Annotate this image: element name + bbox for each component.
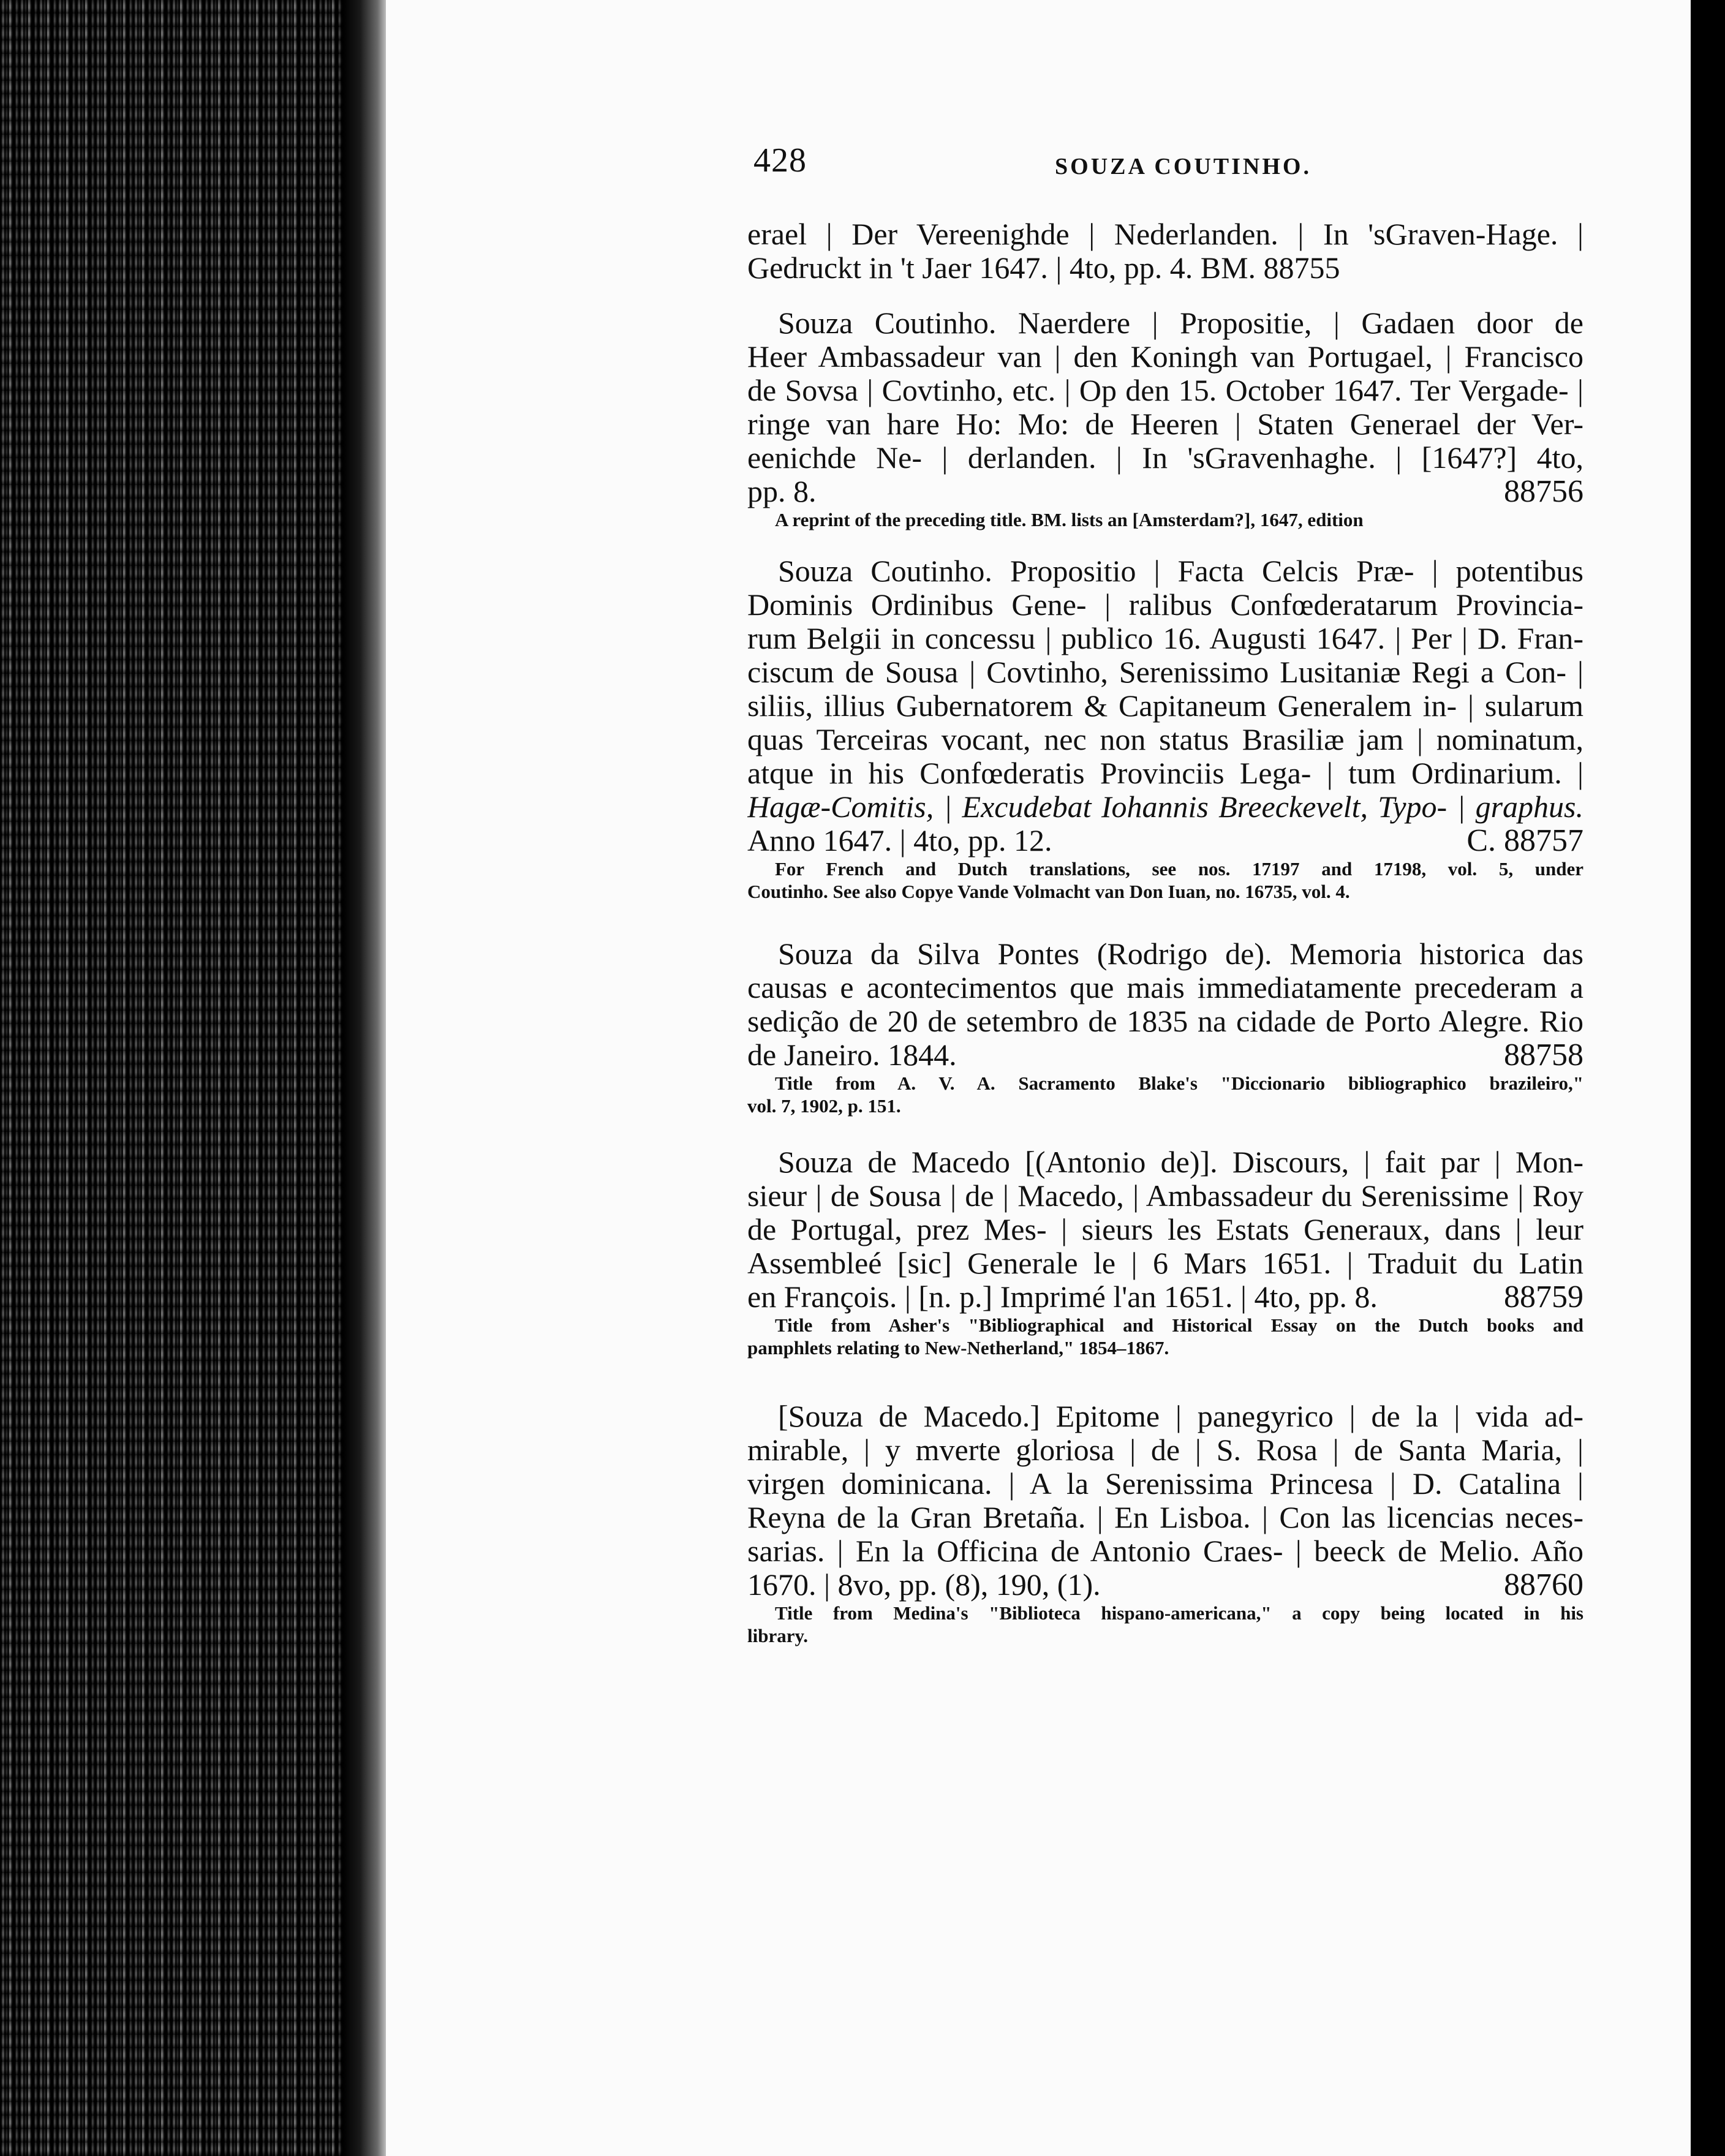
entry-88757 — [747, 554, 1583, 903]
entry-line: ciscum de Sousa | Covtinho, Serenissimo Lusitaniæ Regi a Con- | — [747, 655, 1583, 689]
entry-note: library. — [747, 1625, 809, 1646]
entry-note: Title from A. V. A. Sacramento Blake's "Diccionario bibliographico brazileiro," — [775, 1072, 1583, 1094]
scan-border — [1691, 0, 1725, 2156]
entry-number: C. 88757 — [1466, 824, 1583, 858]
entry-line: mirable, | y mverte gloriosa | de | S. Rosa | de Santa Maria, | — [747, 1433, 1583, 1467]
book-gutter — [343, 0, 386, 2156]
entry-note: Title from Asher's "Bibliographical and Historical Essay on the Dutch books and — [775, 1314, 1583, 1336]
entry-line: de Portugal, prez Mes- | sieurs les Estats Generaux, dans | leur — [747, 1213, 1583, 1246]
entry-note: Coutinho. See also Copye Vande Volmacht van Don Iuan, no. 16735, vol. 4. — [747, 881, 1350, 902]
entry-line: Heer Ambassadeur van | den Koningh van Portugael, | Francisco — [747, 340, 1583, 374]
entry-line: erael | Der Vereenighde | Nederlanden. | In 'sGraven-Hage. | — [747, 217, 1583, 251]
entry-note: vol. 7, 1902, p. 151. — [747, 1095, 901, 1117]
entry-line: eenichde Ne- | derlanden. | In 'sGravenhaghe. | [1647?] 4to, — [747, 441, 1583, 475]
entry-line: atque in his Confœderatis Provinciis Lega- | tum Ordinarium. | — [747, 756, 1583, 790]
entry-line: Assembleé [sic] Generale le | 6 Mars 1651. | Traduit du Latin — [747, 1246, 1583, 1280]
entry-note: A reprint of the preceding title. BM. lists an [Amsterdam?], 1647, edition — [775, 509, 1364, 530]
entry-line: Souza Coutinho. Propositio | Facta Celcis Præ- | potentibus — [778, 554, 1583, 588]
entry-line: de Sovsa | Covtinho, etc. | Op den 15. October 1647. Ter Vergade- | — [747, 374, 1583, 407]
entry-text: 1670. | 8vo, pp. (8), 190, (1). — [747, 1568, 1101, 1602]
entry-line — [747, 1568, 1583, 1602]
entry-88758 — [747, 937, 1583, 1117]
entry-line: Reyna de la Gran Bretaña. | En Lisboa. | Con las licencias neces- — [747, 1501, 1583, 1534]
page-number: 428 — [753, 141, 807, 179]
entry-line — [747, 824, 1583, 858]
entry-number: 88760 — [1504, 1568, 1583, 1602]
entry-line: Hagæ-Comitis, | Excudebat Iohannis Breeckevelt, Typo- | graphus. — [747, 790, 1583, 824]
running-head: SOUZA COUTINHO. — [1055, 154, 1312, 179]
entry-line: causas e acontecimentos que mais immediatamente precederam a — [747, 971, 1583, 1005]
entry-line: ringe van hare Ho: Mo: de Heeren | Staten Generael der Ver- — [747, 407, 1583, 441]
entry-note: pamphlets relating to New-Netherland," 1854–1867. — [747, 1337, 1169, 1359]
entry-number: 88756 — [1504, 475, 1583, 508]
entry-line: Gedruckt in 't Jaer 1647. | 4to, pp. 4. BM. 88755 — [747, 251, 1340, 285]
entry-line: sedição de 20 de setembro de 1835 na cidade de Porto Alegre. Rio — [747, 1005, 1583, 1038]
entry-line — [747, 1038, 1583, 1072]
entry-line: quas Terceiras vocant, nec non status Brasiliæ jam | nominatum, — [747, 723, 1583, 756]
entry-note: For French and Dutch translations, see nos. 17197 and 17198, vol. 5, under — [775, 858, 1583, 880]
entry-line: Souza Coutinho. Naerdere | Propositie, | Gadaen door de — [778, 306, 1583, 340]
entry-line — [747, 1280, 1583, 1314]
entry-continued — [747, 217, 1583, 285]
entry-line: Souza de Macedo [(Antonio de)]. Discours, | fait par | Mon- — [778, 1145, 1583, 1179]
entry-line: Dominis Ordinibus Gene- | ralibus Confœderatarum Provincia- — [747, 588, 1583, 622]
entry-line: Souza da Silva Pontes (Rodrigo de). Memoria historica das — [778, 937, 1583, 971]
entry-line — [747, 475, 1583, 508]
book-page-edges — [0, 0, 343, 2156]
entry-88760 — [747, 1400, 1583, 1647]
entry-line: sarias. | En la Officina de Antonio Craes- | beeck de Melio. Año — [747, 1534, 1583, 1568]
entry-line: rum Belgii in concessu | publico 16. Augusti 1647. | Per | D. Fran- — [747, 622, 1583, 655]
entry-line: [Souza de Macedo.] Epitome | panegyrico | de la | vida ad- — [778, 1400, 1583, 1433]
entry-text: Anno 1647. | 4to, pp. 12. — [747, 824, 1052, 858]
entry-line: virgen dominicana. | A la Serenissima Princesa | D. Catalina | — [747, 1467, 1583, 1501]
entry-line: sieur | de Sousa | de | Macedo, | Ambassadeur du Serenissime | Roy — [747, 1179, 1583, 1213]
entry-number: 88758 — [1504, 1038, 1583, 1072]
entry-text: de Janeiro. 1844. — [747, 1038, 957, 1072]
entry-text: en François. | [n. p.] Imprimé l'an 1651. | 4to, pp. 8. — [747, 1280, 1378, 1314]
entry-text: pp. 8. — [747, 475, 817, 508]
entry-line: siliis, illius Gubernatorem & Capitaneum Generalem in- | sularum — [747, 689, 1583, 723]
entry-number: 88759 — [1504, 1280, 1583, 1314]
entry-88759 — [747, 1145, 1583, 1359]
entry-note: Title from Medina's "Biblioteca hispano-americana," a copy being located in his — [775, 1602, 1583, 1624]
entry-88756 — [747, 306, 1583, 531]
